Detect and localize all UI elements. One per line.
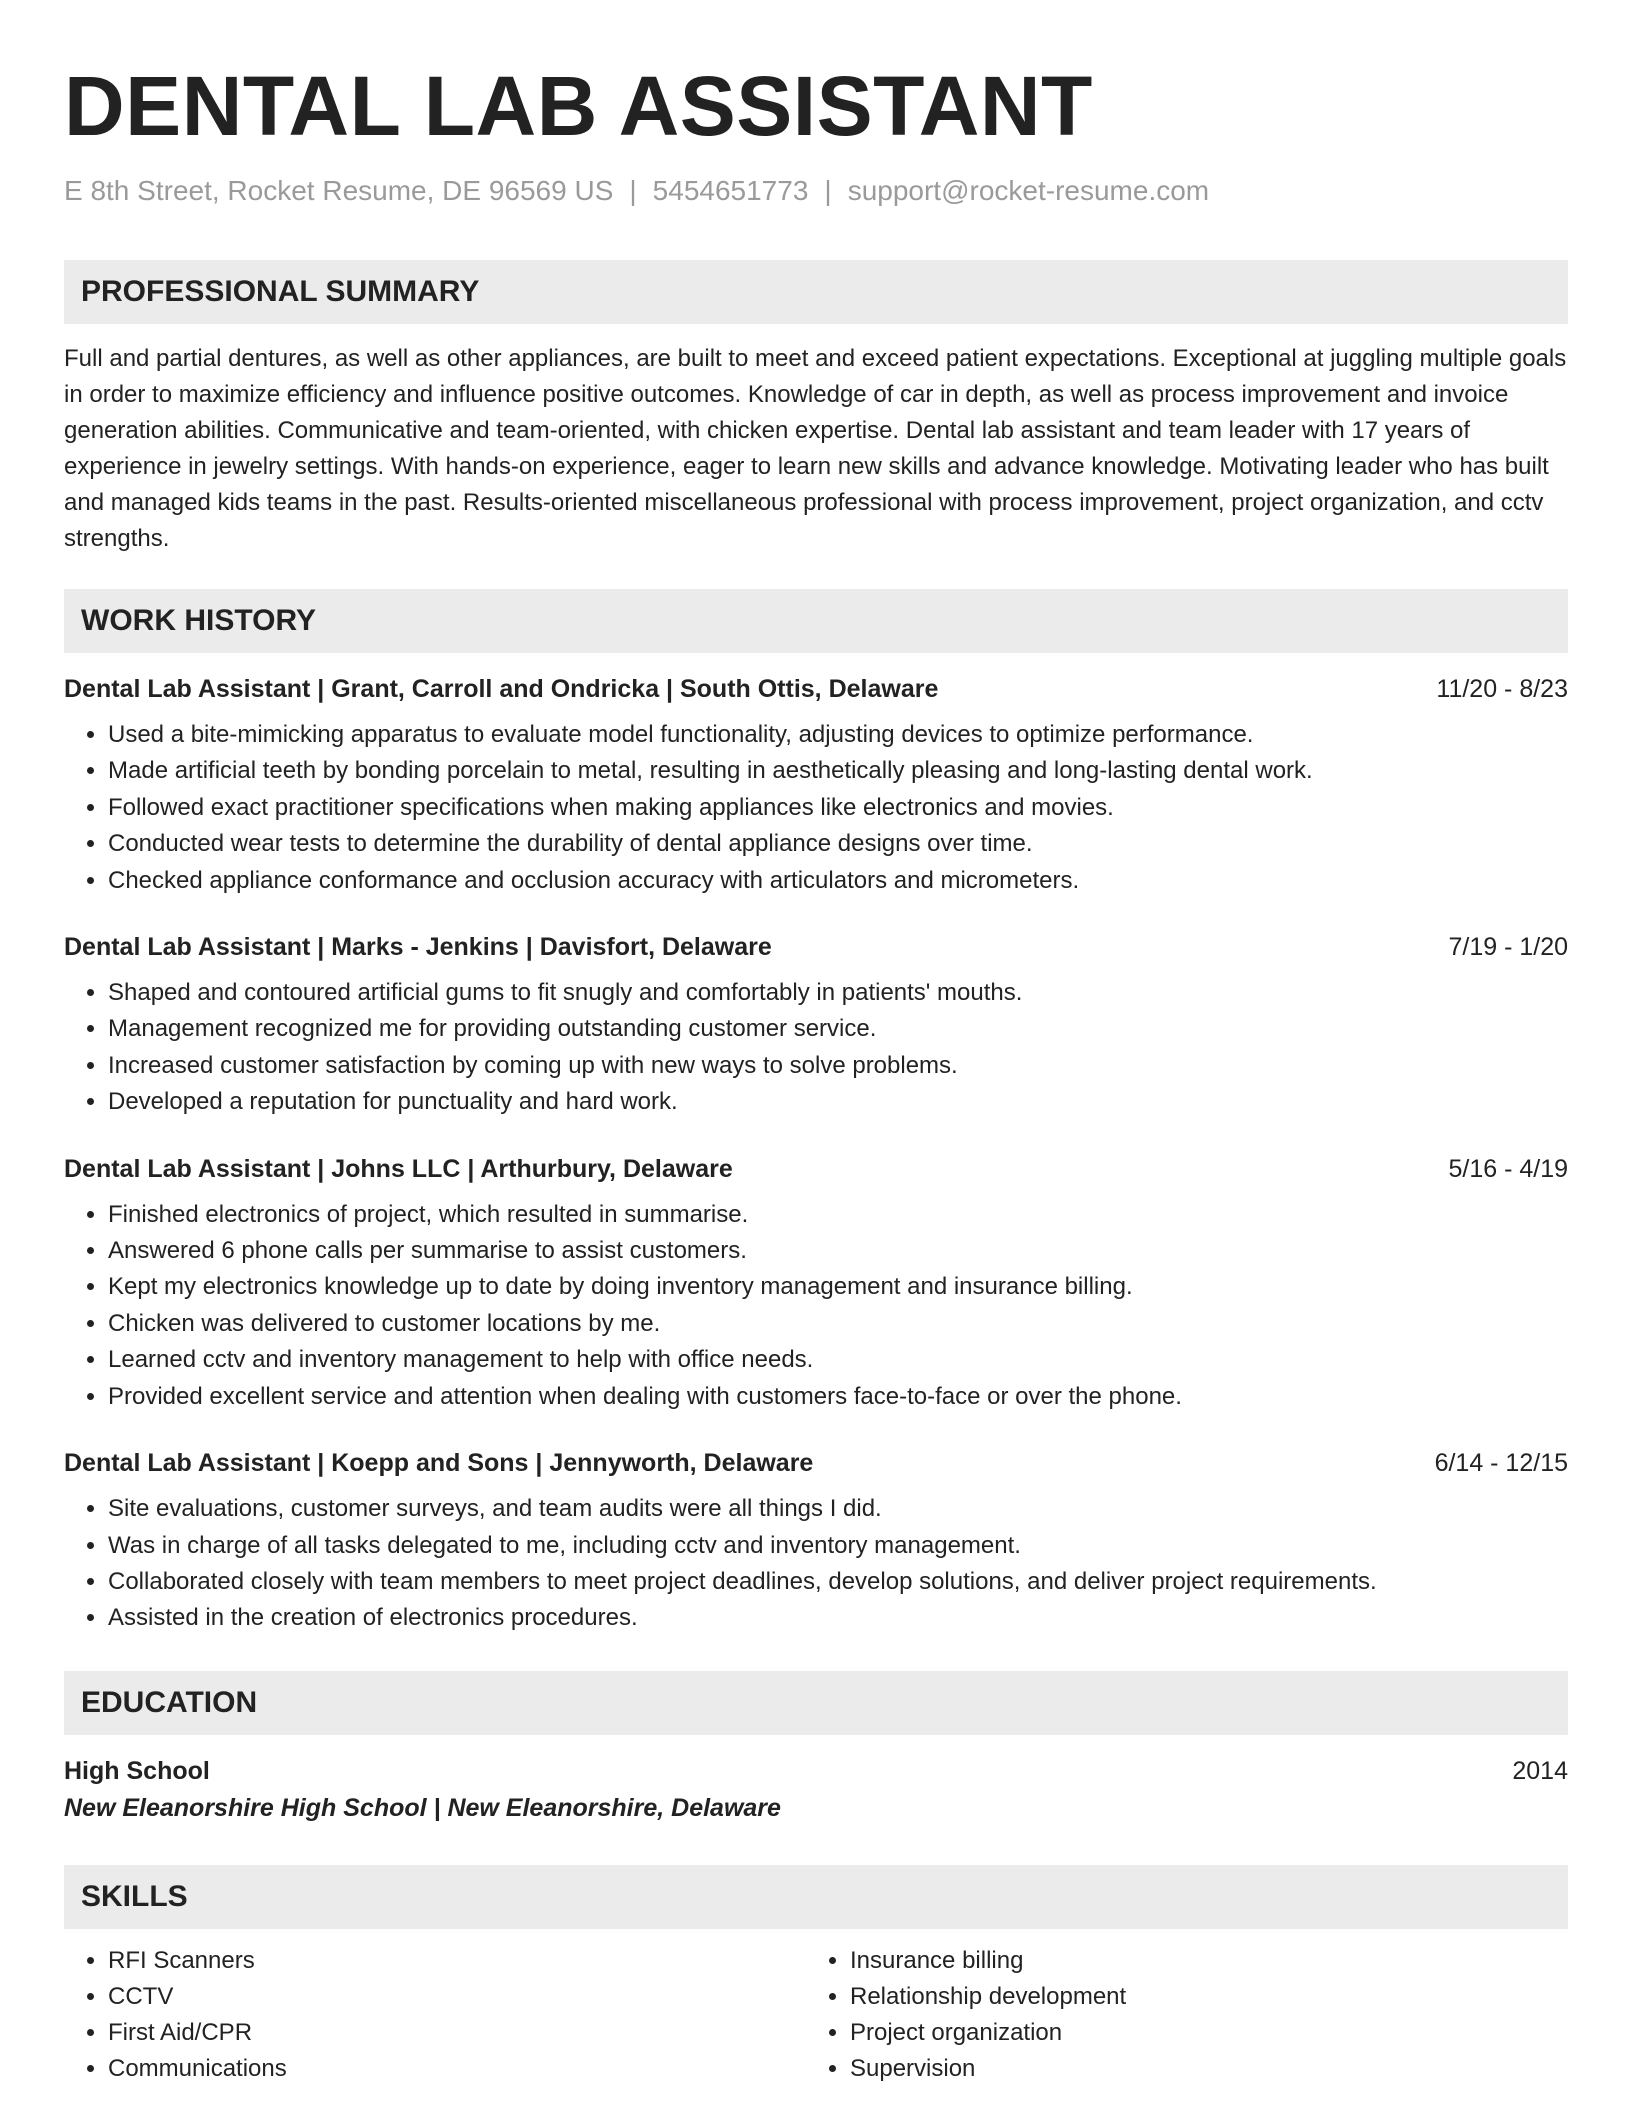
skill-item: • Project organization (850, 2015, 1548, 2051)
job-heading (64, 1151, 1568, 1187)
separator: | (824, 175, 832, 206)
bullet-item: • Collaborated closely with team members to meet project deadlines, develop solutions, and deliver project requirements. (108, 1564, 1568, 1600)
education-year: 2014 (1512, 1756, 1568, 1785)
bullet-item: • Assisted in the creation of electronics procedures. (108, 1600, 1568, 1636)
skill-item: • CCTV (108, 1979, 806, 2015)
bullet-item: • Provided excellent service and attention when dealing with customers face-to-face or over the phone. (108, 1379, 1568, 1415)
skill-item: • Communications (108, 2051, 806, 2087)
bullet-item: • Checked appliance conformance and occlusion accuracy with articulators and micrometers. (108, 863, 1568, 899)
education-school: New Eleanorshire High School | New Eleanorshire, Delaware (64, 1793, 781, 1822)
job-bullets (64, 717, 1568, 899)
job-entry (64, 671, 1568, 899)
bullet-item: • Was in charge of all tasks delegated to me, including cctv and inventory management. (108, 1528, 1568, 1564)
job-title: Dental Lab Assistant | Johns LLC | Arthurbury, Delaware (64, 1154, 733, 1183)
skills-column-right (806, 1943, 1548, 2087)
job-entry (64, 1151, 1568, 1415)
job-dates: 11/20 - 8/23 (1436, 675, 1568, 703)
job-heading (64, 1445, 1568, 1481)
job-entry (64, 1445, 1568, 1637)
separator: | (629, 175, 637, 206)
job-dates: 5/16 - 4/19 (1448, 1154, 1568, 1183)
job-title: Dental Lab Assistant | Koepp and Sons | Jennyworth, Delaware (64, 1449, 814, 1478)
skill-item: • Insurance billing (850, 1943, 1548, 1979)
bullet-item: • Developed a reputation for punctuality and hard work. (108, 1084, 1568, 1120)
job-title: Dental Lab Assistant | Marks - Jenkins | Davisfort, Delaware (64, 933, 772, 962)
section-header-summary: PROFESSIONAL SUMMARY (64, 260, 1568, 324)
section-header-education: EDUCATION (64, 1671, 1568, 1735)
bullet-item: • Learned cctv and inventory management to help with office needs. (108, 1342, 1568, 1378)
bullet-item: • Followed exact practitioner specifications when making appliances like electronics and movies. (108, 790, 1568, 826)
skill-item: • First Aid/CPR (108, 2015, 806, 2051)
job-bullets (64, 975, 1568, 1121)
bullet-item: • Site evaluations, customer surveys, and team audits were all things I did. (108, 1491, 1568, 1527)
address: E 8th Street, Rocket Resume, DE 96569 US (64, 175, 614, 206)
education-degree: High School (64, 1756, 210, 1785)
bullet-item: • Kept my electronics knowledge up to date by doing inventory management and insurance billing. (108, 1269, 1568, 1305)
skill-item: • Supervision (850, 2051, 1548, 2087)
candidate-name: DENTAL LAB ASSISTANT (64, 59, 1093, 153)
job-title: Dental Lab Assistant | Grant, Carroll and Ondricka | South Ottis, Delaware (64, 675, 939, 703)
summary-text: Full and partial dentures, as well as other appliances, are built to meet and exceed patient expectations. Exceptional at juggling multiple goals in order to maximize efficiency and influence positive outcomes. Knowledge of car in depth, as well as process improvement and invoice generation abilities. Communicative and team-oriented, with chicken expertise. Dental lab assistant and team leader with 17 years of experience in jewelry settings. With hands-on experience, eager to learn new skills and advance knowledge. Motivating leader who has built and managed kids teams in the past. Results-oriented miscellaneous professional with process improvement, project organization, and cctv strengths. (64, 345, 1567, 552)
contact-line (64, 174, 1568, 208)
bullet-item: • Increased customer satisfaction by coming up with new ways to solve problems. (108, 1048, 1568, 1084)
bullet-item: • Management recognized me for providing outstanding customer service. (108, 1011, 1568, 1047)
job-heading (64, 929, 1568, 965)
bullet-item: • Shaped and contoured artificial gums to fit snugly and comfortably in patients' mouths. (108, 975, 1568, 1011)
bullet-item: • Answered 6 phone calls per summarise to assist customers. (108, 1233, 1568, 1269)
job-dates: 7/19 - 1/20 (1448, 933, 1568, 962)
job-dates: 6/14 - 12/15 (1434, 1449, 1568, 1478)
skills-list (64, 1943, 1568, 2087)
skills-column-left (64, 1943, 806, 2087)
section-header-skills: SKILLS (64, 1865, 1568, 1929)
bullet-item: • Chicken was delivered to customer locations by me. (108, 1306, 1568, 1342)
skill-item: • RFI Scanners (108, 1943, 806, 1979)
bullet-item: • Used a bite-mimicking apparatus to evaluate model functionality, adjusting devices to optimize performance. (108, 717, 1568, 753)
job-bullets (64, 1491, 1568, 1637)
bullet-item: • Made artificial teeth by bonding porcelain to metal, resulting in aesthetically pleasing and long-lasting dental work. (108, 753, 1568, 789)
job-bullets (64, 1197, 1568, 1415)
bullet-item: • Conducted wear tests to determine the durability of dental appliance designs over time. (108, 826, 1568, 862)
bullet-item: • Finished electronics of project, which resulted in summarise. (108, 1197, 1568, 1233)
section-header-work-history: WORK HISTORY (64, 589, 1568, 653)
skill-item: • Relationship development (850, 1979, 1548, 2015)
phone: 5454651773 (652, 175, 809, 206)
education-entry (64, 1753, 1568, 1789)
job-entry (64, 929, 1568, 1121)
job-heading (64, 671, 1568, 707)
email: support@rocket-resume.com (847, 175, 1210, 206)
